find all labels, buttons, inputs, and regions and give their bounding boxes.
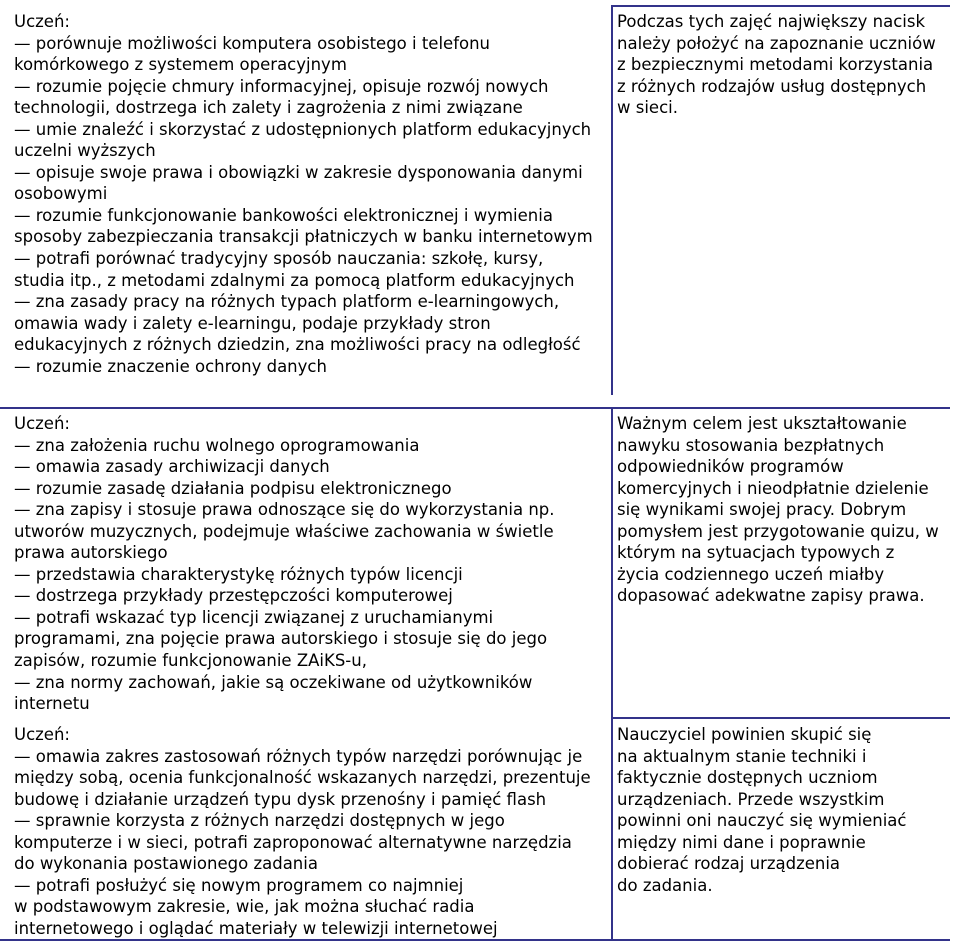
row-1-teaching-notes — [617, 11, 952, 119]
text-line: w podstawowym zakresie, wie, jak można słuchać radia — [14, 897, 475, 917]
row-1-student-outcomes — [14, 11, 608, 377]
text-line: Uczeń: — [14, 414, 70, 433]
text-line: — rozumie pojęcie chmury informacyjnej, opisuje rozwój nowych — [14, 76, 549, 96]
text-line: — potrafi posłużyć się nowym programem co najmniej — [14, 875, 464, 895]
text-line: technologii, dostrzega ich zalety i zagrożenia z nimi związane — [14, 98, 523, 118]
text-line: utworów muzycznych, podejmuje właściwe zachowania w świetle — [14, 521, 554, 541]
text-line: omawia wady i zalety e-learningu, podaje przykłady stron — [14, 313, 491, 333]
text-line: zapisów, rozumie funkcjonowanie ZAiKS-u, — [14, 651, 367, 671]
text-line: — zna normy zachowań, jakie są oczekiwane od użytkowników — [14, 672, 533, 692]
table-border-row-3-top-right — [612, 717, 950, 719]
text-line: — zna zapisy i stosuje prawa odnoszące się do wykorzystania np. — [14, 500, 555, 520]
table-border-top-right — [612, 5, 950, 7]
text-line: faktycznie dostępnych uczniom — [617, 768, 878, 788]
text-line: którym na sytuacjach typowych z — [617, 543, 895, 563]
text-line: nawyku stosowania bezpłatnych — [617, 435, 885, 455]
text-line: urządzeniach. Przede wszystkim — [617, 789, 885, 809]
text-line: komputerze i w sieci, potrafi zaproponować alternatywne narzędzia — [14, 832, 572, 852]
text-line: się wynikami swojej pracy. Dobrym — [617, 500, 907, 520]
text-line: Podczas tych zajęć największy nacisk — [617, 12, 926, 31]
text-line: osobowymi — [14, 184, 108, 204]
text-line: pomysłem jest przygotowanie quizu, w — [617, 521, 939, 541]
text-line: — potrafi porównać tradycyjny sposób nauczania: szkołę, kursy, — [14, 249, 544, 269]
text-line: do zadania. — [617, 875, 713, 895]
text-line: — zna zasady pracy na różnych typach platform e-learningowych, — [14, 292, 560, 312]
text-line: budowę i działanie urządzeń typu dysk przenośny i pamięć flash — [14, 789, 547, 809]
text-line: odpowiedników programów — [617, 457, 844, 477]
text-line: między sobą, ocenia funkcjonalność wskazanych narzędzi, prezentuje — [14, 768, 591, 788]
table-border-column-divider-rows-2-3 — [611, 407, 613, 941]
text-line: — przedstawia charakterystykę różnych typów licencji — [14, 564, 463, 584]
text-line: na aktualnym stanie techniki i — [617, 746, 867, 766]
text-line: do wykonania postawionego zadania — [14, 854, 318, 874]
text-line: należy położyć na zapoznanie uczniów — [617, 33, 936, 53]
row-2-student-outcomes — [14, 413, 608, 715]
text-line: — rozumie funkcjonowanie bankowości elektronicznej i wymienia — [14, 205, 553, 225]
text-line: — rozumie znaczenie ochrony danych — [14, 356, 327, 376]
text-line: z różnych rodzajów usług dostępnych — [617, 76, 927, 96]
row-2-teaching-notes — [617, 413, 952, 607]
text-line: sposoby zabezpieczania transakcji płatniczych w banku internetowym — [14, 227, 593, 247]
table-border-row-2-top — [0, 407, 950, 409]
text-line: — omawia zakres zastosowań różnych typów narzędzi porównując je — [14, 746, 583, 766]
text-line: studia itp., z metodami zdalnymi za pomocą platform edukacyjnych — [14, 270, 575, 290]
text-line: — porównuje możliwości komputera osobistego i telefonu — [14, 33, 491, 53]
text-line: dobierać rodzaj urządzenia — [617, 854, 841, 874]
text-line: komercyjnych i nieodpłatnie dzielenie — [617, 478, 929, 498]
text-line: w sieci. — [617, 98, 678, 118]
text-line: — dostrzega przykłady przestępczości komputerowej — [14, 586, 453, 606]
text-line: Uczeń: — [14, 725, 70, 744]
row-3-student-outcomes — [14, 724, 608, 939]
text-line: z bezpiecznymi metodami korzystania — [617, 55, 934, 75]
text-line: powinni oni nauczyć się wymieniać — [617, 811, 907, 831]
text-line: między nimi dane i poprawnie — [617, 832, 866, 852]
row-3-teaching-notes — [617, 724, 952, 896]
text-line: Ważnym celem jest ukształtowanie — [617, 414, 907, 433]
text-line: Uczeń: — [14, 12, 70, 31]
text-line: programami, zna pojęcie prawa autorskiego i stosuje się do jego — [14, 629, 548, 649]
text-line: — rozumie zasadę działania podpisu elektronicznego — [14, 478, 452, 498]
text-line: Nauczyciel powinien skupić się — [617, 725, 872, 744]
text-line: — potrafi wskazać typ licencji związanej z uruchamianymi — [14, 607, 494, 627]
text-line: życia codziennego uczeń miałby — [617, 564, 885, 584]
text-line: internetu — [14, 694, 90, 714]
text-line: dopasować adekwatne zapisy prawa. — [617, 586, 925, 606]
text-line: — zna założenia ruchu wolnego oprogramowania — [14, 435, 420, 455]
text-line: — opisuje swoje prawa i obowiązki w zakresie dysponowania danymi — [14, 162, 583, 182]
text-line: — sprawnie korzysta z różnych narzędzi dostępnych w jego — [14, 811, 505, 831]
text-line: edukacyjnych z różnych dziedzin, zna możliwości pracy na odległość — [14, 335, 581, 355]
text-line: uczelni wyższych — [14, 141, 156, 161]
table-border-column-divider-row-1 — [611, 5, 613, 395]
text-line: internetowego i oglądać materiały w telewizji internetowej — [14, 918, 498, 938]
text-line: komórkowego z systemem operacyjnym — [14, 55, 347, 75]
text-line: prawa autorskiego — [14, 543, 168, 563]
text-line: — umie znaleźć i skorzystać z udostępnionych platform edukacyjnych — [14, 119, 592, 139]
text-line: — omawia zasady archiwizacji danych — [14, 457, 330, 477]
